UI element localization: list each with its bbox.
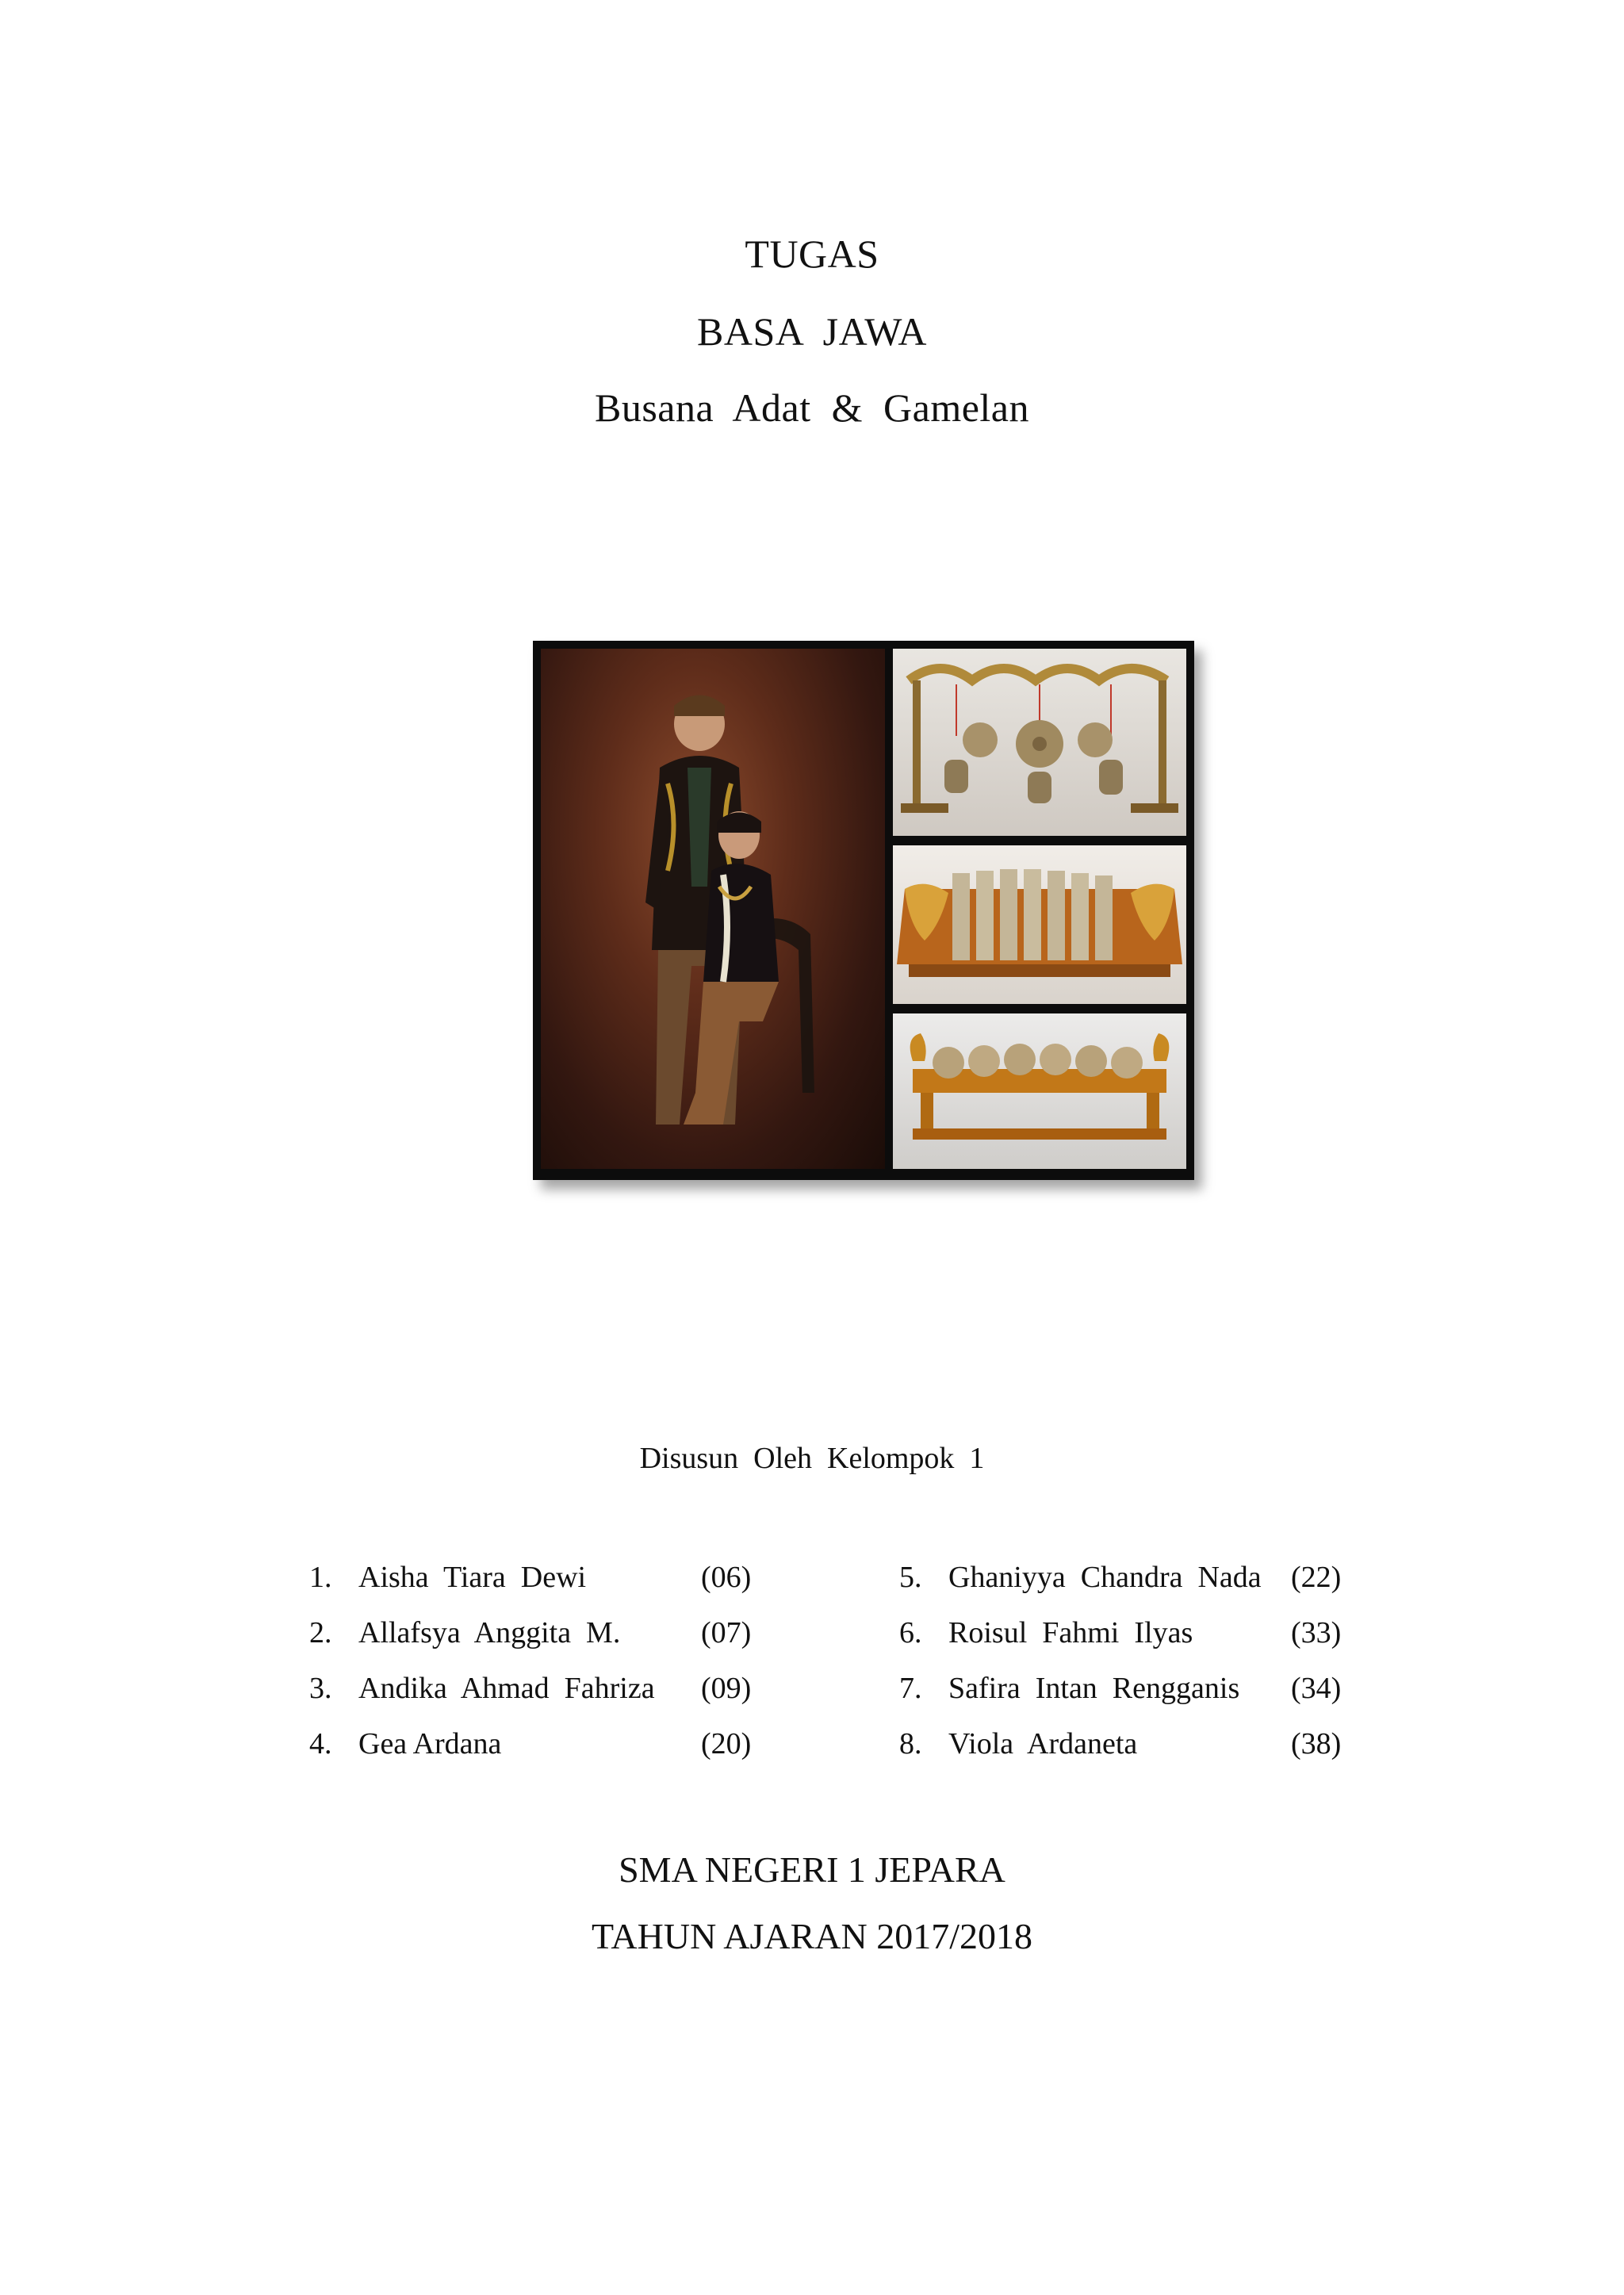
member-attendance-number: (06) — [701, 1561, 752, 1594]
member-number: 4. — [309, 1727, 332, 1761]
member-attendance-number: (07) — [701, 1616, 752, 1649]
member-number: 5. — [899, 1561, 922, 1594]
member-attendance-number: (22) — [1291, 1561, 1342, 1594]
academic-year: TAHUN AJARAN 2017/2018 — [592, 1916, 1032, 1956]
member-attendance-number: (09) — [701, 1672, 752, 1705]
title-topic: Busana Adat & Gamelan — [595, 385, 1029, 430]
member-name: Gea Ardana — [358, 1727, 502, 1761]
gong-photo — [893, 649, 1186, 836]
member-number: 2. — [309, 1616, 332, 1649]
member-name: Allafsya Anggita M. — [358, 1616, 621, 1649]
member-number: 8. — [899, 1727, 922, 1761]
credit-line: Disusun Oleh Kelompok 1 — [639, 1442, 985, 1475]
member-name: Aisha Tiara Dewi — [358, 1561, 587, 1594]
school-name: SMA NEGERI 1 JEPARA — [619, 1849, 1005, 1890]
member-attendance-number: (34) — [1291, 1672, 1342, 1705]
title-tugas: TUGAS — [745, 232, 879, 276]
member-number: 7. — [899, 1672, 922, 1705]
member-attendance-number: (38) — [1291, 1727, 1342, 1761]
member-attendance-number: (20) — [701, 1727, 752, 1761]
member-name: Ghaniyya Chandra Nada — [948, 1561, 1262, 1594]
title-subject: BASA JAWA — [697, 309, 927, 354]
member-name: Viola Ardaneta — [948, 1727, 1138, 1761]
member-number: 3. — [309, 1672, 332, 1705]
saron-photo — [893, 845, 1186, 1004]
member-number: 1. — [309, 1561, 332, 1594]
bonang-photo — [893, 1013, 1186, 1169]
member-attendance-number: (33) — [1291, 1616, 1342, 1649]
couple-photo — [541, 649, 885, 1169]
image-collage — [533, 641, 1194, 1180]
member-number: 6. — [899, 1616, 922, 1649]
member-name: Roisul Fahmi Ilyas — [948, 1616, 1193, 1649]
member-name: Safira Intan Rengganis — [948, 1672, 1240, 1705]
member-name: Andika Ahmad Fahriza — [358, 1672, 655, 1705]
